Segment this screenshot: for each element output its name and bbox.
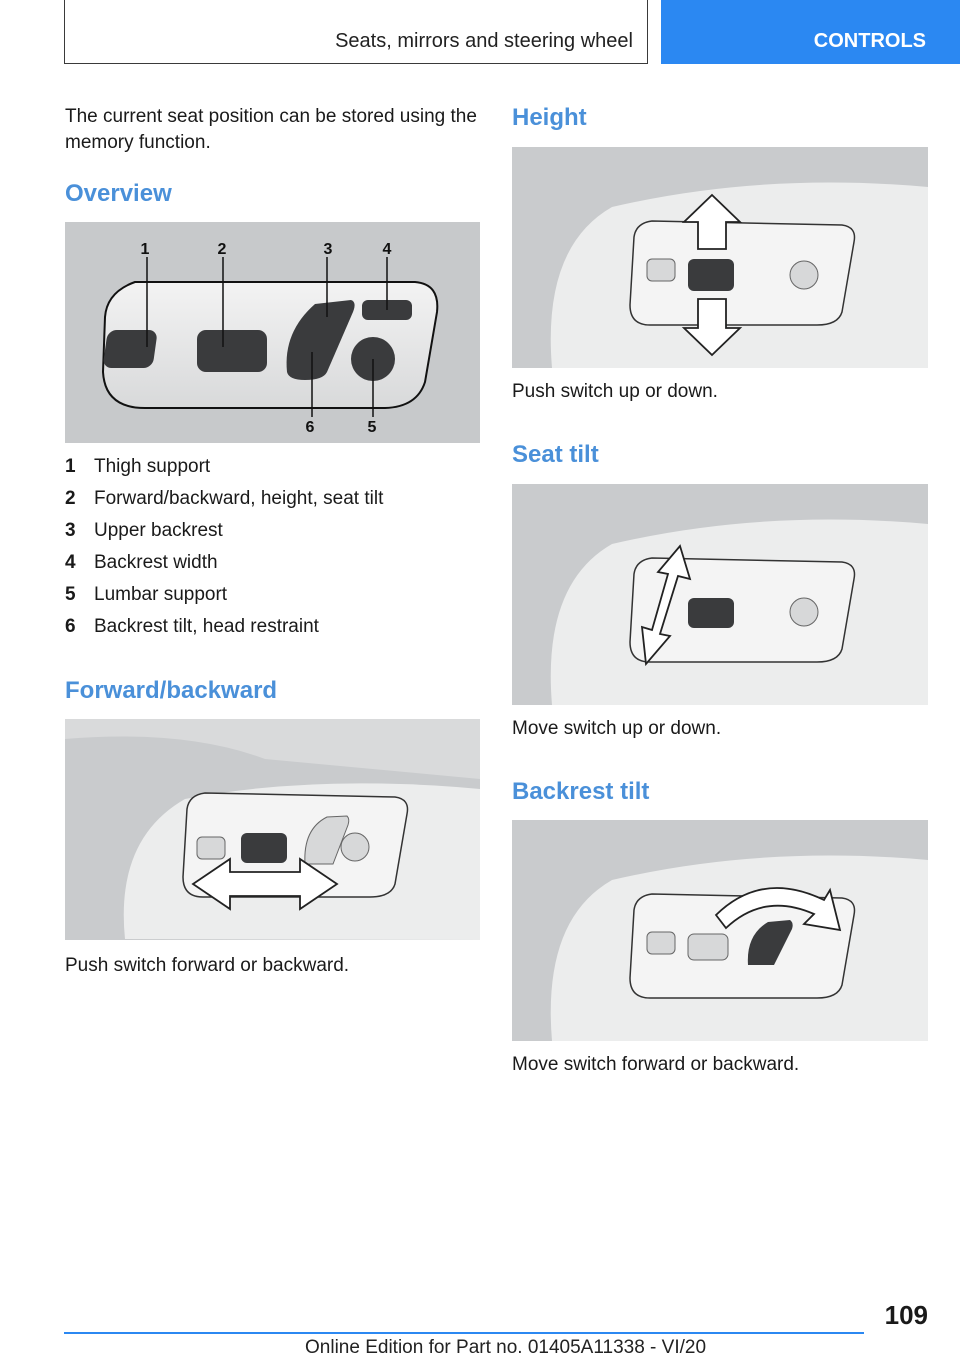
page-number: 109 <box>884 1300 928 1330</box>
seat-control-panel-illustration <box>65 222 480 443</box>
footer-divider <box>64 1332 864 1334</box>
seat-tilt-heading: Seat tilt <box>512 441 599 468</box>
height-heading: Height <box>512 104 587 131</box>
forward-backward-illustration <box>65 719 480 940</box>
item-text: Backrest tilt, head restraint <box>94 616 319 637</box>
item-text: Thigh support <box>94 456 211 477</box>
item-number: 5 <box>65 584 76 605</box>
chapter-tab <box>661 0 960 64</box>
intro-paragraph: The current seat position can be stored using the memory function. <box>65 106 477 153</box>
item-number: 2 <box>65 488 76 509</box>
list-item <box>65 584 480 616</box>
backrest-tilt-heading: Backrest tilt <box>512 778 650 805</box>
section-title: Seats, mirrors and steering wheel <box>335 30 633 52</box>
height-illustration <box>512 147 928 368</box>
height-caption: Push switch up or down. <box>512 381 718 402</box>
list-item <box>65 616 480 648</box>
backrest-tilt-caption: Move switch forward or backward. <box>512 1054 800 1075</box>
overview-heading: Overview <box>65 180 172 207</box>
item-number: 4 <box>65 552 76 573</box>
forward-backward-heading: Forward/backward <box>65 677 278 704</box>
seat-tilt-illustration <box>512 484 928 705</box>
overview-list <box>65 456 480 648</box>
item-text: Backrest width <box>94 552 218 573</box>
list-item <box>65 552 480 584</box>
callout-3: 3 <box>323 241 333 258</box>
overview-illustration <box>65 222 480 443</box>
item-text: Lumbar support <box>94 584 228 605</box>
edition-footer: Online Edition for Part no. 01405A11338 - VI/20 <box>305 1337 707 1358</box>
callout-4: 4 <box>382 241 392 258</box>
seat-tilt-caption: Move switch up or down. <box>512 718 722 739</box>
callout-2: 2 <box>217 241 227 258</box>
running-header <box>64 0 648 64</box>
backrest-tilt-illustration <box>512 820 928 1041</box>
list-item <box>65 456 480 488</box>
forward-backward-caption: Push switch forward or backward. <box>65 955 350 976</box>
callout-6: 6 <box>305 419 315 436</box>
item-text: Forward/backward, height, seat tilt <box>94 488 384 509</box>
item-number: 3 <box>65 520 76 541</box>
list-item <box>65 488 480 520</box>
callout-5: 5 <box>367 419 377 436</box>
list-item <box>65 520 480 552</box>
callout-1: 1 <box>140 241 150 258</box>
item-number: 6 <box>65 616 76 637</box>
chapter-tab-label: CONTROLS <box>813 30 926 52</box>
item-text: Upper backrest <box>94 520 223 541</box>
item-number: 1 <box>65 456 76 477</box>
